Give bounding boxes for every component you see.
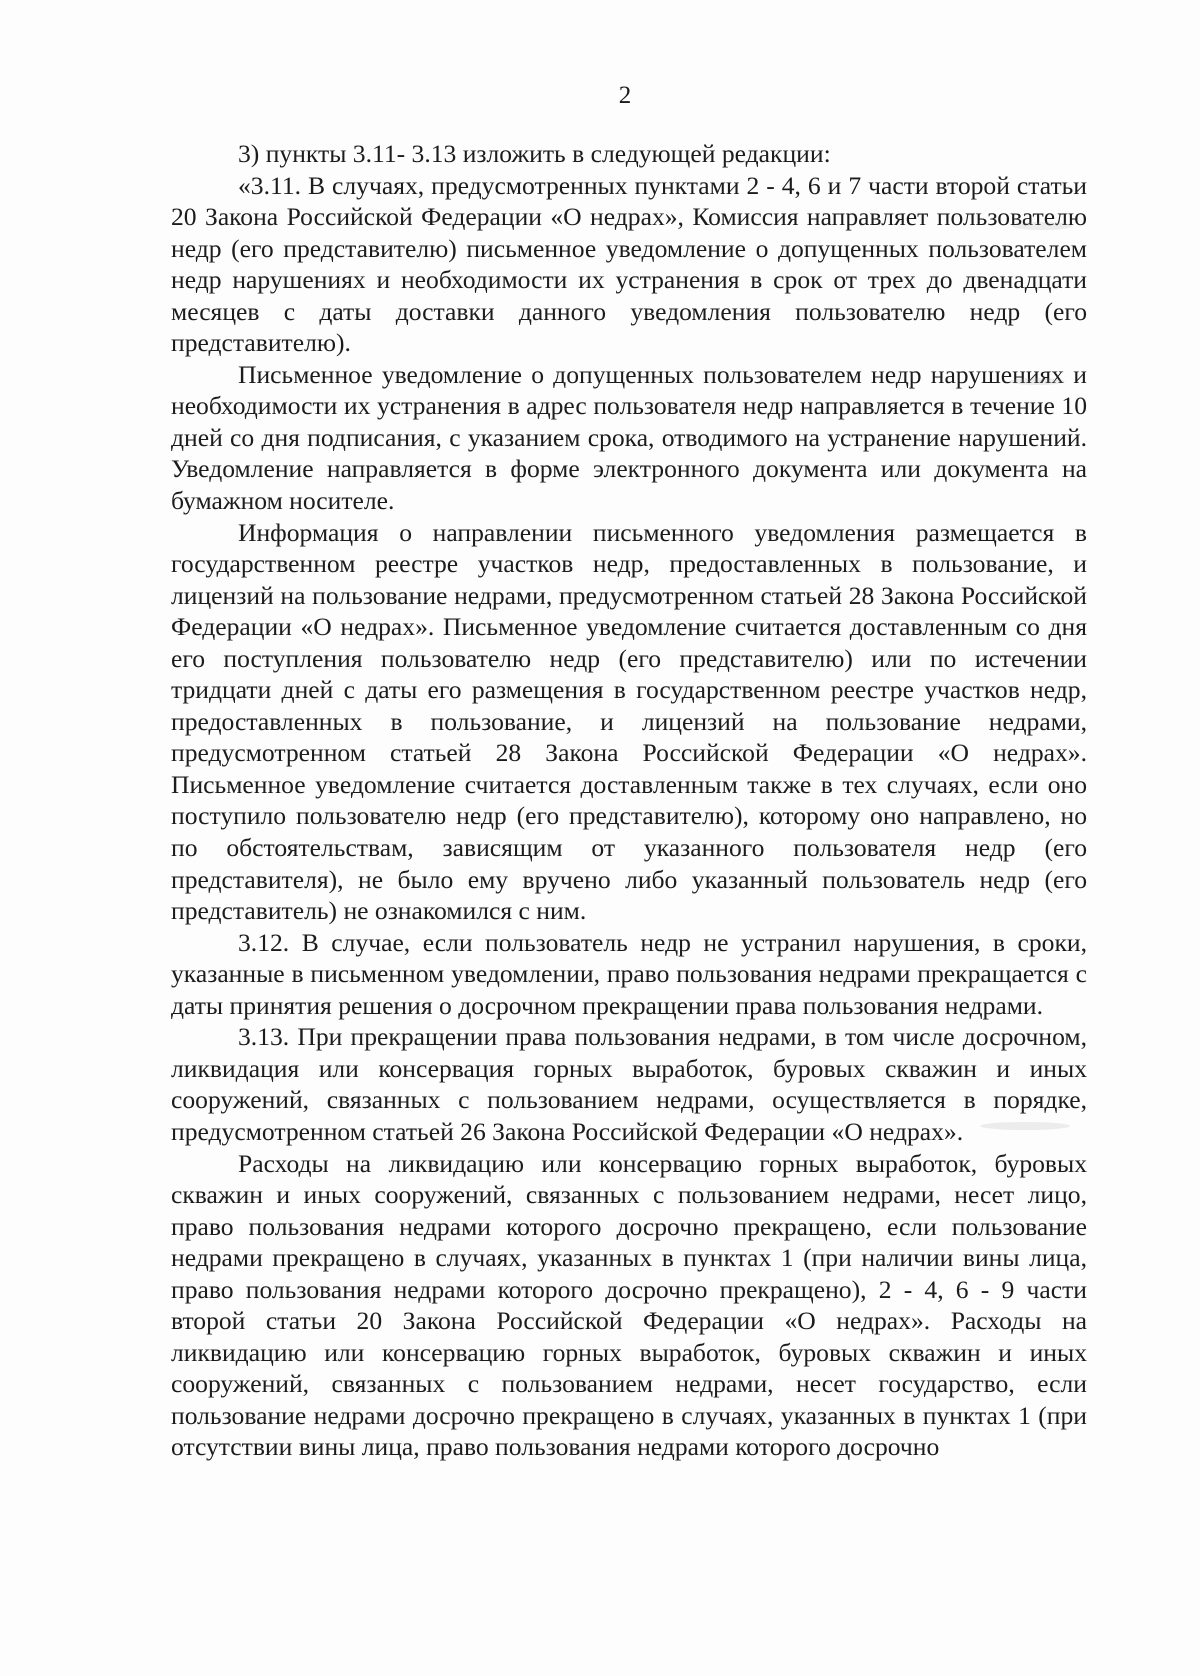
- scan-artifact: [980, 1122, 1070, 1130]
- paragraph-3-12: 3.12. В случае, если пользователь недр не устранил нарушения, в сроки, указанные в письменном уведомлении, право пользования недрами прекращается с даты принятия решения о досрочном прекращении права пользования недрами.: [171, 927, 1087, 1020]
- paragraph-expenses: Расходы на ликвидацию или консервацию горных выработок, буровых скважин и иных сооружений, связанных с пользованием недрами, несет лицо, право пользования недрами которого досрочно прекращено, если пользование недрами прекращено в случаях, указанных в пунктах 1 (при наличии вины лица, право пользования недрами которого досрочно прекращено), 2 - 4, 6 - 9 части второй статьи 20 Закона Российской Федерации «О недрах». Расходы на ликвидацию или консервацию горных выработок, буровых скважин и иных сооружений, связанных с пользованием недрами, несет государство, если пользование недрами досрочно прекращено в случаях, указанных в пунктах 1 (при отсутствии вины лица, право пользования недрами которого досрочно: [171, 1148, 1087, 1462]
- document-body: [171, 138, 1087, 1463]
- paragraph-3-11: «3.11. В случаях, предусмотренных пунктами 2 - 4, 6 и 7 части второй статьи 20 Закона Российской Федерации «О недрах», Комиссия направляет пользователю недр (его представителю) письменное уведомление о допущенных пользователем недр нарушениях и необходимости их устранения в срок от трех до двенадцати месяцев с даты доставки данного уведомления пользователю недр (его представителю).: [171, 170, 1087, 358]
- scan-artifact: [1010, 378, 1065, 385]
- paragraph-notice-registry: Информация о направлении письменного уведомления размещается в государственном реестре участков недр, предоставленных в пользование, и лицензий на пользование недрами, предусмотренном статьей 28 Закона Российской Федерации «О недрах». Письменное уведомление считается доставленным со дня его поступления пользователю недр (его представителю) или по истечении тридцати дней с даты его размещения в государственном реестре участков недр, предоставленных в пользование, и лицензий на пользование недрами, предусмотренном статьей 28 Закона Российской Федерации «О недрах». Письменное уведомление считается доставленным также в тех случаях, если оно поступило пользователю недр (его представителю), которому оно направлено, но по обстоятельствам, зависящим от указанного пользователя недр (его представителя), не было ему вручено либо указанный пользователь недр (его представитель) не ознакомился с ним.: [171, 517, 1087, 926]
- paragraph-3-13: 3.13. При прекращении права пользования недрами, в том числе досрочном, ликвидация или консервация горных выработок, буровых скважин и иных сооружений, связанных с пользованием недрами, осуществляется в порядке, предусмотренном статьей 26 Закона Российской Федерации «О недрах».: [171, 1022, 1087, 1146]
- page-number: 2: [618, 82, 632, 109]
- scan-artifact: [1012, 222, 1072, 230]
- paragraph-notice-delivery: Письменное уведомление о допущенных пользователем недр нарушениях и необходимости их устранения в адрес пользователя недр направляется в течение 10 дней со дня подписания, с указанием срока, отводимого на устранение нарушений. Уведомление направляется в форме электронного документа или документа на бумажном носителе.: [171, 359, 1087, 516]
- paragraph-item-3: 3) пункты 3.11- 3.13 изложить в следующей редакции:: [238, 139, 831, 168]
